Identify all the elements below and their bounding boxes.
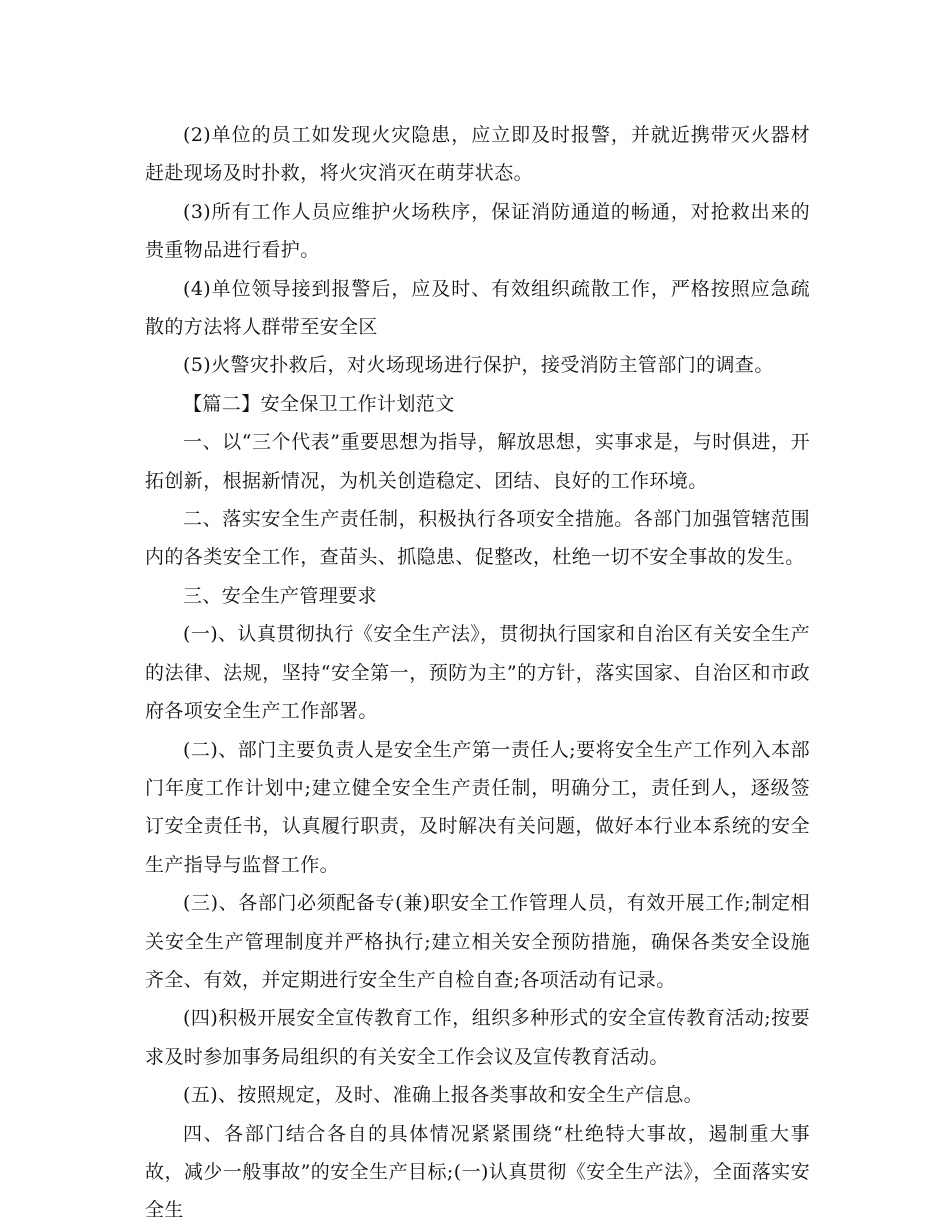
paragraph-fire-report: (2)单位的员工如发现火灾隐患，应立即及时报警，并就近携带灭火器材赶赴现场及时扑救，将火灾消灭在萌芽状态。 — [145, 124, 810, 185]
paragraph-scene-protection: (5)火警灾扑救后，对火场现场进行保护，接受消防主管部门的调查。 — [183, 354, 774, 377]
paragraph-item-five: (五)、按照规定，及时、准确上报各类事故和安全生产信息。 — [183, 1084, 704, 1107]
paragraph-management-heading: 三、安全生产管理要求 — [183, 584, 378, 607]
paragraph-responsibility: 二、落实安全生产责任制，积极执行各项安全措施。各部门加强管辖范围内的各类安全工作，查苗头、抓隐患、促整改，杜绝一切不安全事故的发生。 — [145, 508, 810, 569]
document-body — [145, 116, 810, 1230]
paragraph-item-one: (一)、认真贯彻执行《安全生产法》，贯彻执行国家和自治区有关安全生产的法律、法规，坚持“安全第一，预防为主”的方针，落实国家、自治区和市政府各项安全生产工作部署。 — [145, 623, 810, 723]
paragraph-guiding-thought: 一、以“三个代表”重要思想为指导，解放思想，实事求是，与时俱进，开拓创新，根据新情况，为机关创造稳定、团结、良好的工作环境。 — [145, 431, 810, 492]
paragraph-item-four: (四)积极开展安全宣传教育工作，组织多种形式的安全宣传教育活动;按要求及时参加事务局组织的有关安全工作会议及宣传教育活动。 — [145, 1007, 810, 1068]
paragraph-evacuation: (4)单位领导接到报警后，应及时、有效组织疏散工作，严格按照应急疏散的方法将人群带至安全区 — [145, 277, 810, 339]
paragraph-item-two: (二)、部门主要负责人是安全生产第一责任人;要将安全生产工作列入本部门年度工作计划中;建立健全安全生产责任制，明确分工，责任到人，逐级签订安全责任书，认真履行职责，及时解决有关问题，做好本行业本系统的安全生产指导与监督工作。 — [145, 738, 810, 876]
section-heading-part-two: 【篇二】安全保卫工作计划范文 — [183, 392, 455, 415]
paragraph-item-three: (三)、各部门必须配备专(兼)职安全工作管理人员，有效开展工作;制定相关安全生产管理制度并严格执行;建立相关安全预防措施，确保各类安全设施齐全、有效，并定期进行安全生产自检自查;各项活动有记录。 — [145, 892, 810, 991]
paragraph-fire-order: (3)所有工作人员应维护火场秩序，保证消防通道的畅通，对抢救出来的贵重物品进行看护。 — [145, 200, 810, 262]
paragraph-section-four: 四、各部门结合各自的具体情况紧紧围绕“杜绝特大事故，遏制重大事故，减少一般事故”的安全生产目标;(一)认真贯彻《安全生产法》，全面落实安全生 — [145, 1122, 810, 1222]
